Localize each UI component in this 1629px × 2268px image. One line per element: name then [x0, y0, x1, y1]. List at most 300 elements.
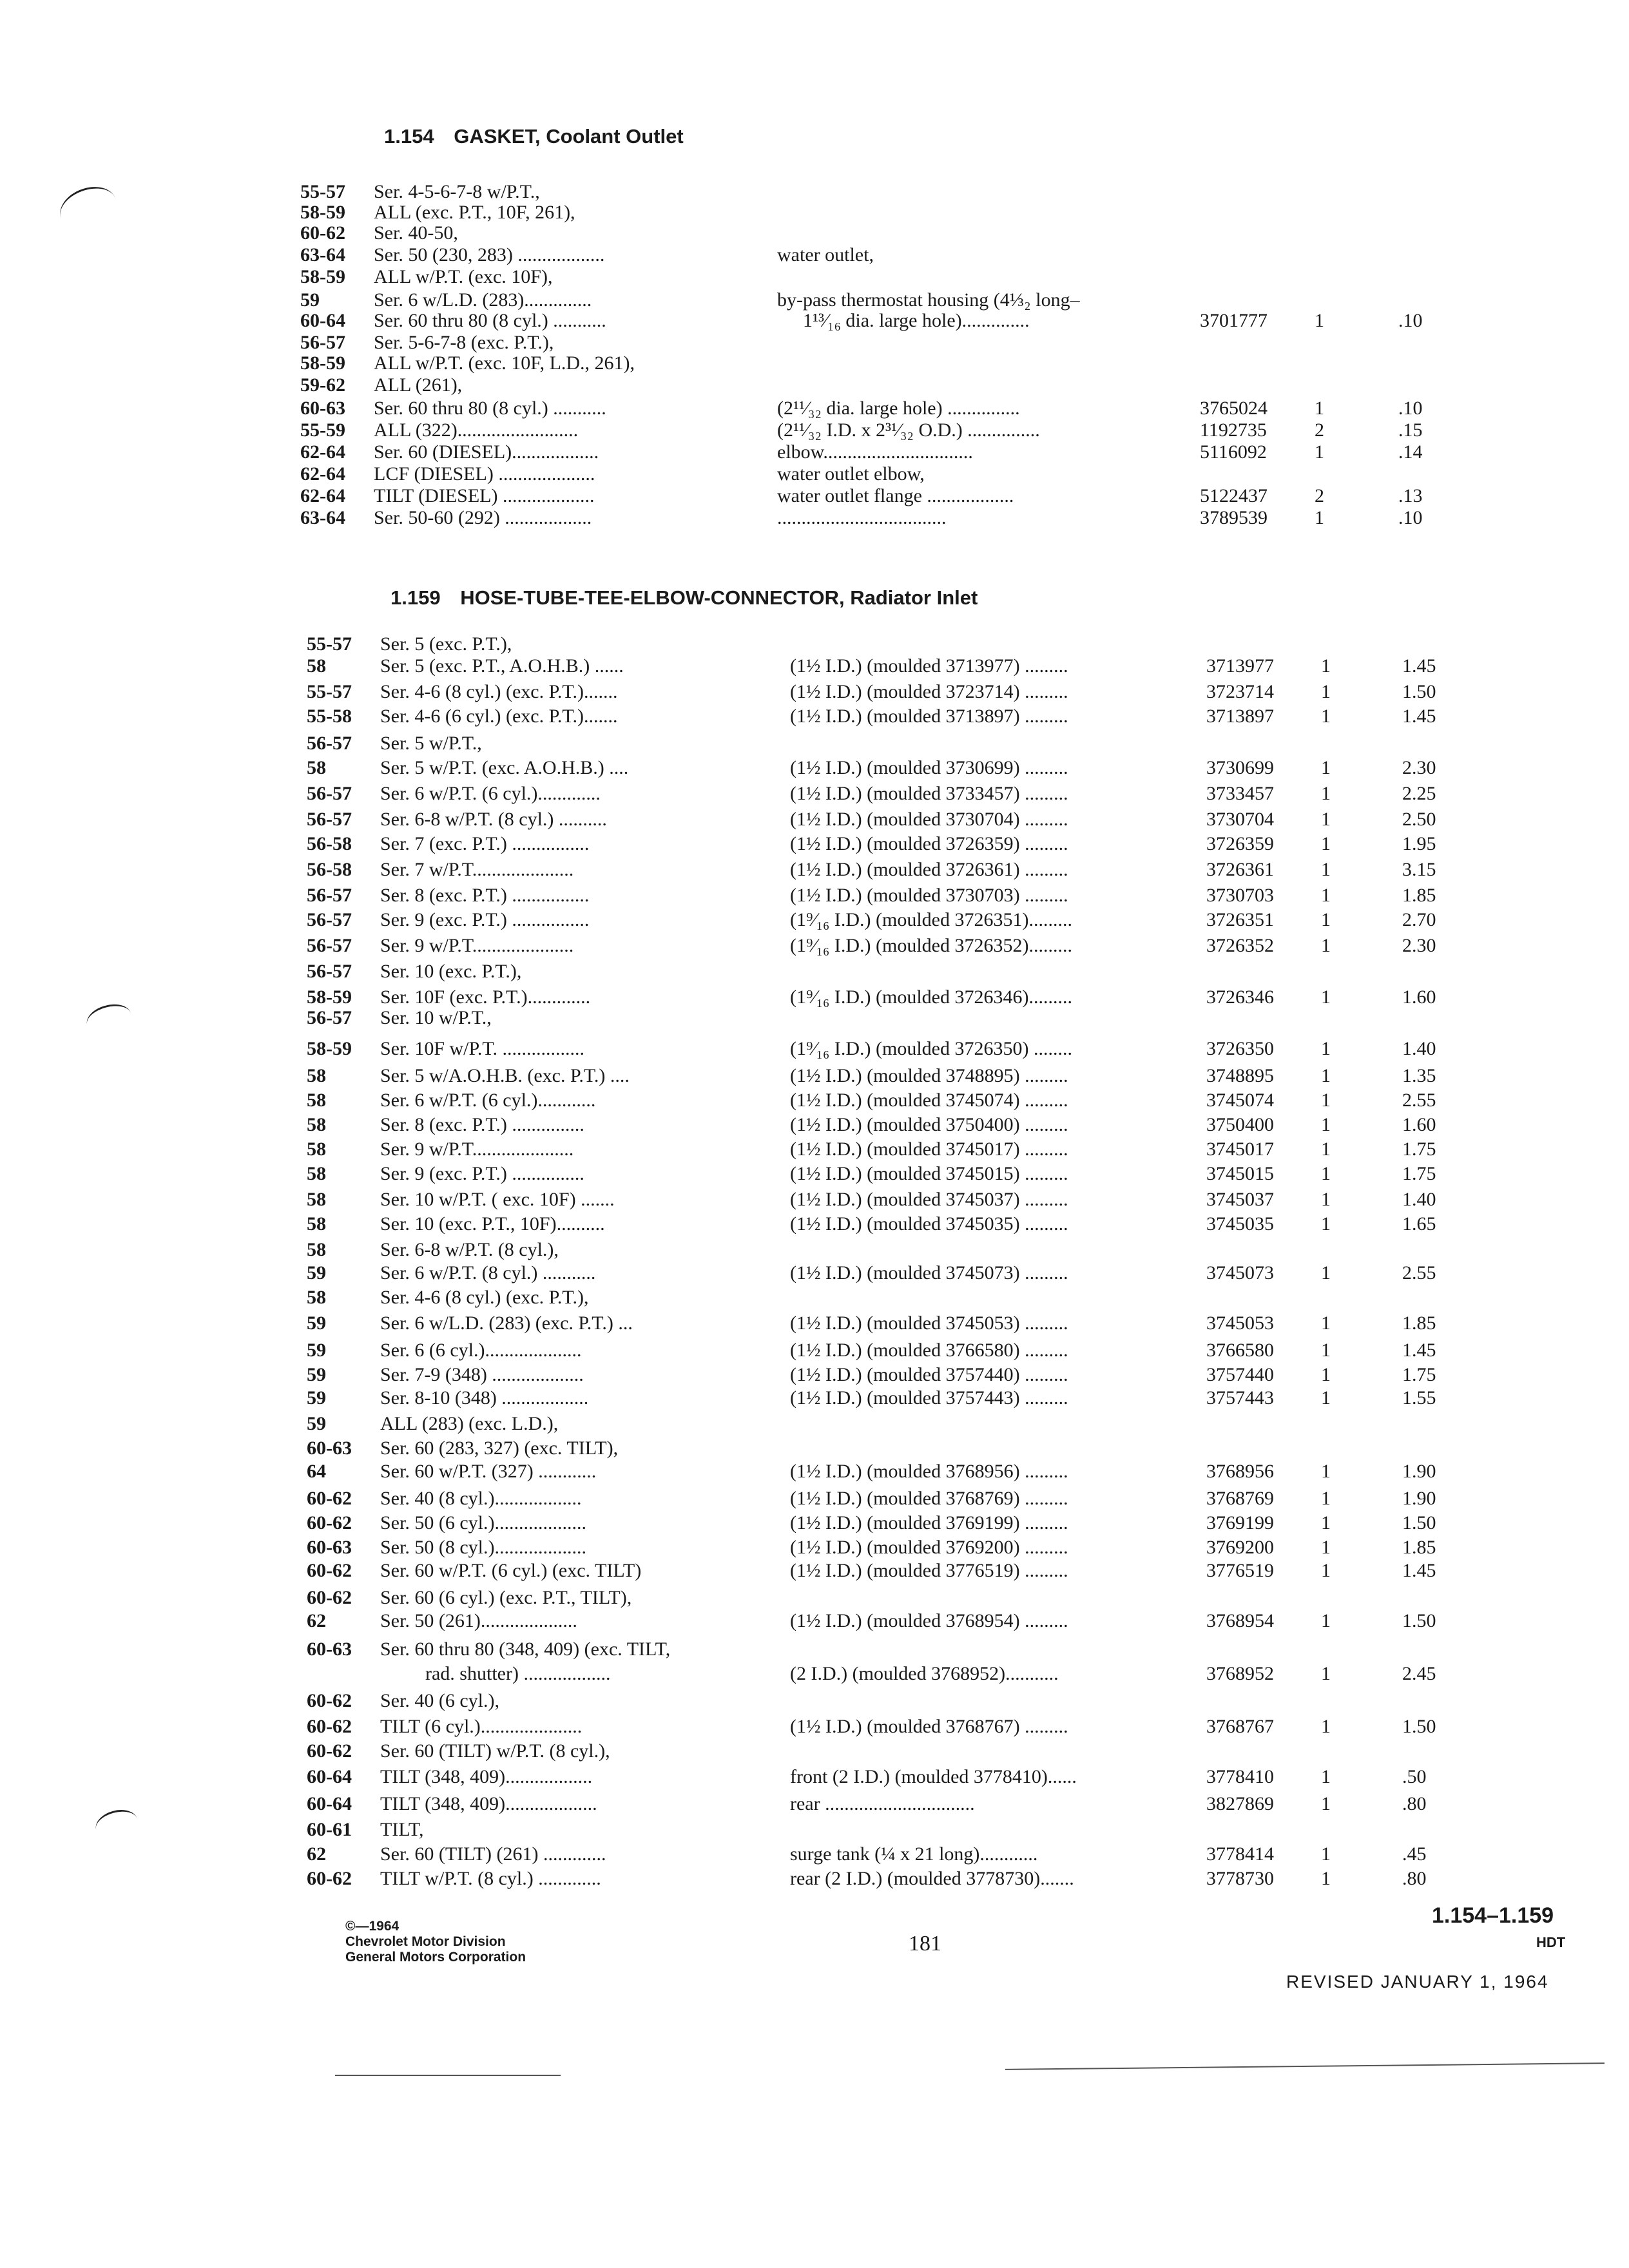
- application-cell: Ser. 8-10 (348) ..................: [380, 1387, 589, 1408]
- quantity-cell: 1: [1321, 935, 1331, 956]
- table-row: [0, 959, 1629, 985]
- application-cell: Ser. 6 (6 cyl.)....................: [380, 1340, 582, 1361]
- application-cell: Ser. 50 (8 cyl.)...................: [380, 1537, 586, 1558]
- application-cell: TILT (348, 409)..................: [380, 1766, 593, 1787]
- table-row: [0, 1661, 1629, 1687]
- year-cell: 56-58: [307, 859, 352, 880]
- application-cell: Ser. 4-5-6-7-8 w/P.T.,: [374, 181, 540, 202]
- table-row: [0, 1714, 1629, 1740]
- part-number-cell: 3766580: [1206, 1340, 1274, 1361]
- section-title: HOSE-TUBE-TEE-ELBOW-CONNECTOR,: [460, 586, 845, 609]
- part-number-cell: 3745053: [1206, 1312, 1274, 1334]
- part-number-cell: 3757443: [1206, 1387, 1274, 1408]
- year-cell: 56-57: [307, 1007, 352, 1028]
- quantity-cell: 1: [1321, 833, 1331, 854]
- quantity-cell: 1: [1321, 909, 1331, 930]
- quantity-cell: 1: [1321, 1090, 1331, 1111]
- section-header-1159: [390, 586, 978, 610]
- year-cell: 56-57: [307, 909, 352, 930]
- year-cell: 59: [307, 1387, 326, 1408]
- quantity-cell: 1: [1321, 859, 1331, 880]
- price-cell: 1.40: [1402, 1189, 1436, 1210]
- section-range: 1.154–1.159: [1432, 1903, 1554, 1928]
- price-cell: .10: [1398, 398, 1423, 419]
- price-cell: 1.65: [1402, 1213, 1436, 1235]
- application-cell: TILT w/P.T. (8 cyl.) .............: [380, 1868, 601, 1889]
- part-number-cell: 3701777: [1200, 310, 1268, 331]
- year-cell: 56-57: [307, 961, 352, 982]
- application-cell: Ser. 60 thru 80 (8 cyl.) ...........: [374, 310, 606, 331]
- scan-rule: [335, 2075, 561, 2076]
- table-row: [0, 1608, 1629, 1634]
- year-cell: 63-64: [300, 244, 345, 265]
- quantity-cell: 1: [1321, 986, 1331, 1008]
- year-cell: 55-58: [307, 706, 352, 727]
- year-cell: 58-59: [300, 266, 345, 287]
- part-number-cell: 3745074: [1206, 1090, 1274, 1111]
- description-cell: (1½ I.D.) (moulded 3713897) .........: [790, 706, 1068, 727]
- quantity-cell: 1: [1321, 706, 1331, 727]
- description-cell: (1½ I.D.) (moulded 3745035) .........: [790, 1213, 1068, 1235]
- part-number-cell: 3730704: [1206, 809, 1274, 830]
- table-row: [0, 653, 1629, 679]
- table-row: [0, 1338, 1629, 1363]
- description-cell: (2¹¹⁄₃₂ I.D. x 2³¹⁄₃₂ O.D.) ...............: [777, 419, 1040, 441]
- table-row: [0, 1362, 1629, 1388]
- quantity-cell: 1: [1321, 1262, 1331, 1283]
- description-cell: (1½ I.D.) (moulded 3768769) .........: [790, 1488, 1068, 1509]
- description-cell: (1½ I.D.) (moulded 3769199) .........: [790, 1512, 1068, 1533]
- year-cell: 58: [307, 1163, 326, 1184]
- table-row: [0, 264, 1629, 290]
- revised-date: REVISED JANUARY 1, 1964: [1286, 1972, 1549, 1992]
- price-cell: .50: [1402, 1766, 1427, 1787]
- table-row: [0, 372, 1629, 398]
- description-cell: (1½ I.D.) (moulded 3745015) .........: [790, 1163, 1068, 1184]
- year-cell: 60-62: [307, 1587, 352, 1608]
- part-number-cell: 3776519: [1206, 1560, 1274, 1581]
- price-cell: .13: [1398, 485, 1423, 506]
- price-cell: 1.75: [1402, 1364, 1436, 1385]
- year-cell: 56-57: [300, 332, 345, 353]
- application-cell: rad. shutter) ..................: [425, 1663, 611, 1684]
- quantity-cell: 1: [1321, 1868, 1331, 1889]
- table-row: [0, 807, 1629, 832]
- part-number-cell: 3726361: [1206, 859, 1274, 880]
- part-number-cell: 5122437: [1200, 485, 1268, 506]
- description-cell: front (2 I.D.) (moulded 3778410)......: [790, 1766, 1077, 1787]
- year-cell: 55-59: [300, 419, 345, 441]
- application-cell: Ser. 4-6 (8 cyl.) (exc. P.T.).......: [380, 681, 618, 702]
- price-cell: 1.90: [1402, 1461, 1436, 1482]
- table-row: [0, 883, 1629, 908]
- application-cell: ALL (283) (exc. L.D.),: [380, 1413, 559, 1434]
- table-row: [0, 1738, 1629, 1764]
- price-cell: 2.55: [1402, 1090, 1436, 1111]
- part-number-cell: 3748895: [1206, 1065, 1274, 1086]
- part-number-cell: 3778414: [1206, 1843, 1274, 1865]
- application-cell: Ser. 5 w/P.T.,: [380, 733, 482, 754]
- year-cell: 63-64: [300, 507, 345, 528]
- year-cell: 58: [307, 1114, 326, 1135]
- application-cell: Ser. 50-60 (292) ..................: [374, 507, 592, 528]
- part-number-cell: 3726359: [1206, 833, 1274, 854]
- year-cell: 56-58: [307, 833, 352, 854]
- application-cell: Ser. 60 (DIESEL)..................: [374, 441, 599, 463]
- quantity-cell: 1: [1315, 310, 1324, 331]
- table-row: [0, 1486, 1629, 1512]
- description-cell: (1½ I.D.) (moulded 3730704) .........: [790, 809, 1068, 830]
- price-cell: 1.85: [1402, 885, 1436, 906]
- quantity-cell: 1: [1321, 1793, 1331, 1814]
- year-cell: 60-62: [307, 1560, 352, 1581]
- table-row: [0, 1187, 1629, 1213]
- part-number-cell: 3745035: [1206, 1213, 1274, 1235]
- table-row: [0, 679, 1629, 705]
- year-cell: 60-62: [307, 1488, 352, 1509]
- price-cell: 1.50: [1402, 1512, 1436, 1533]
- quantity-cell: 1: [1321, 1560, 1331, 1581]
- description-cell: ...................................: [777, 507, 947, 528]
- section-title: GASKET,: [454, 125, 541, 148]
- table-row: [0, 1385, 1629, 1411]
- year-cell: 62: [307, 1843, 326, 1865]
- table-row: [0, 1285, 1629, 1311]
- year-cell: 58: [307, 1239, 326, 1260]
- application-cell: LCF (DIESEL) ....................: [374, 463, 595, 485]
- table-row: [0, 704, 1629, 729]
- table-row: [0, 1510, 1629, 1536]
- application-cell: Ser. 6 w/P.T. (6 cyl.).............: [380, 783, 601, 804]
- year-cell: 55-57: [307, 681, 352, 702]
- year-cell: 56-57: [307, 885, 352, 906]
- year-cell: 62: [307, 1610, 326, 1631]
- year-cell: 60-61: [307, 1819, 352, 1840]
- quantity-cell: 1: [1321, 1163, 1331, 1184]
- application-cell: Ser. 50 (230, 283) ..................: [374, 244, 605, 265]
- application-cell: Ser. 10 w/P.T. ( exc. 10F) .......: [380, 1189, 615, 1210]
- application-cell: TILT (348, 409)...................: [380, 1793, 597, 1814]
- part-number-cell: 3789539: [1200, 507, 1268, 528]
- table-row: [0, 1088, 1629, 1113]
- application-cell: Ser. 10 (exc. P.T.),: [380, 961, 522, 982]
- application-cell: ALL w/P.T. (exc. 10F, L.D., 261),: [374, 352, 635, 374]
- part-number-cell: 3713977: [1206, 655, 1274, 677]
- price-cell: 1.85: [1402, 1537, 1436, 1558]
- description-cell: (1⁹⁄₁₆ I.D.) (moulded 3726352).........: [790, 935, 1072, 956]
- price-cell: 2.30: [1402, 935, 1436, 956]
- year-cell: 62-64: [300, 441, 345, 463]
- price-cell: 1.60: [1402, 1114, 1436, 1135]
- part-number-cell: 3745073: [1206, 1262, 1274, 1283]
- scan-rule: [1005, 2062, 1605, 2070]
- year-cell: 60-63: [307, 1639, 352, 1660]
- corporation-text: General Motors Corporation: [345, 1950, 526, 1965]
- price-cell: 1.95: [1402, 833, 1436, 854]
- year-cell: 56-57: [307, 809, 352, 830]
- part-number-cell: 3768954: [1206, 1610, 1274, 1631]
- application-cell: ALL w/P.T. (exc. 10F),: [374, 266, 553, 287]
- quantity-cell: 1: [1321, 1461, 1331, 1482]
- part-number-cell: 3745015: [1206, 1163, 1274, 1184]
- application-cell: TILT (DIESEL) ...................: [374, 485, 595, 506]
- application-cell: Ser. 9 w/P.T.....................: [380, 1139, 574, 1160]
- quantity-cell: 1: [1321, 1716, 1331, 1737]
- table-row: [0, 1558, 1629, 1584]
- quantity-cell: 1: [1321, 1663, 1331, 1684]
- description-cell: (1½ I.D.) (moulded 3733457) .........: [790, 783, 1068, 804]
- year-cell: 62-64: [300, 485, 345, 506]
- part-number-cell: 1192735: [1200, 419, 1267, 441]
- description-cell: surge tank (¼ x 21 long)............: [790, 1843, 1038, 1865]
- quantity-cell: 1: [1321, 1114, 1331, 1135]
- application-cell: Ser. 9 (exc. P.T.) ...............: [380, 1163, 584, 1184]
- description-cell: (2 I.D.) (moulded 3768952)...........: [790, 1663, 1059, 1684]
- table-row: [0, 1036, 1629, 1062]
- price-cell: 1.85: [1402, 1312, 1436, 1334]
- application-cell: Ser. 9 w/P.T.....................: [380, 935, 574, 956]
- year-cell: 56-57: [307, 733, 352, 754]
- part-number-cell: 3778410: [1206, 1766, 1274, 1787]
- price-cell: 1.60: [1402, 986, 1436, 1008]
- price-cell: 1.75: [1402, 1139, 1436, 1160]
- application-cell: Ser. 8 (exc. P.T.) ...............: [380, 1114, 584, 1135]
- year-cell: 58: [307, 1287, 326, 1308]
- application-cell: Ser. 9 (exc. P.T.) ................: [380, 909, 590, 930]
- application-cell: Ser. 5 w/P.T. (exc. A.O.H.B.) ....: [380, 757, 629, 778]
- year-cell: 58: [307, 1189, 326, 1210]
- table-row: [0, 731, 1629, 756]
- description-cell: (1½ I.D.) (moulded 3745053) .........: [790, 1312, 1068, 1334]
- description-cell: (1½ I.D.) (moulded 3713977) .........: [790, 655, 1068, 677]
- application-cell: Ser. 7-9 (348) ...................: [380, 1364, 584, 1385]
- part-number-cell: 3730703: [1206, 885, 1274, 906]
- quantity-cell: 1: [1321, 1213, 1331, 1235]
- price-cell: 1.45: [1402, 1560, 1436, 1581]
- part-number-cell: 3827869: [1206, 1793, 1274, 1814]
- description-cell: (1½ I.D.) (moulded 3723714) .........: [790, 681, 1068, 702]
- table-row: [0, 1791, 1629, 1817]
- description-cell: water outlet elbow,: [777, 463, 925, 485]
- quantity-cell: 1: [1321, 1843, 1331, 1865]
- application-cell: Ser. 6 w/L.D. (283)..............: [374, 289, 592, 311]
- quantity-cell: 1: [1315, 441, 1324, 463]
- price-cell: 3.15: [1402, 859, 1436, 880]
- application-cell: Ser. 7 w/P.T.....................: [380, 859, 574, 880]
- section-header-1154: [384, 125, 684, 148]
- description-cell: water outlet,: [777, 244, 874, 265]
- price-cell: .80: [1402, 1793, 1427, 1814]
- series-code: HDT: [1536, 1934, 1566, 1950]
- application-cell: Ser. 60 (283, 327) (exc. TILT),: [380, 1437, 619, 1459]
- price-cell: 1.75: [1402, 1163, 1436, 1184]
- quantity-cell: 1: [1321, 1065, 1331, 1086]
- description-cell: (1½ I.D.) (moulded 3776519) .........: [790, 1560, 1068, 1581]
- year-cell: 58: [307, 1065, 326, 1086]
- table-row: [0, 1311, 1629, 1336]
- table-row: [0, 1535, 1629, 1561]
- year-cell: 60-62: [307, 1868, 352, 1889]
- part-number-cell: 3733457: [1206, 783, 1274, 804]
- year-cell: 58-59: [300, 352, 345, 374]
- year-cell: 59: [307, 1312, 326, 1334]
- application-cell: Ser. 60 w/P.T. (6 cyl.) (exc. TILT): [380, 1560, 642, 1581]
- quantity-cell: 2: [1315, 419, 1324, 441]
- price-cell: 2.30: [1402, 757, 1436, 778]
- application-cell: Ser. 4-6 (8 cyl.) (exc. P.T.),: [380, 1287, 589, 1308]
- price-cell: 1.55: [1402, 1387, 1436, 1408]
- price-cell: 1.45: [1402, 1340, 1436, 1361]
- application-cell: Ser. 10F w/P.T. .................: [380, 1038, 584, 1059]
- year-cell: 58-59: [300, 202, 345, 223]
- quantity-cell: 1: [1321, 757, 1331, 778]
- price-cell: 2.70: [1402, 909, 1436, 930]
- part-number-cell: 3768769: [1206, 1488, 1274, 1509]
- year-cell: 59: [307, 1364, 326, 1385]
- table-row: [0, 1866, 1629, 1892]
- description-cell: (1½ I.D.) (moulded 3757443) .........: [790, 1387, 1068, 1408]
- application-cell: Ser. 50 (261)....................: [380, 1610, 577, 1631]
- application-cell: ALL (exc. P.T., 10F, 261),: [374, 202, 575, 223]
- description-cell: (1½ I.D.) (moulded 3748895) .........: [790, 1065, 1068, 1086]
- part-number-cell: 3750400: [1206, 1114, 1274, 1135]
- description-cell: rear ...............................: [790, 1793, 975, 1814]
- price-cell: .15: [1398, 419, 1423, 441]
- quantity-cell: 1: [1321, 1387, 1331, 1408]
- description-cell: (1½ I.D.) (moulded 3745037) .........: [790, 1189, 1068, 1210]
- application-cell: Ser. 6-8 w/P.T. (8 cyl.) ..........: [380, 809, 607, 830]
- part-number-cell: 3769200: [1206, 1537, 1274, 1558]
- year-cell: 56-57: [307, 935, 352, 956]
- year-cell: 58: [307, 655, 326, 677]
- year-cell: 55-57: [307, 633, 352, 655]
- part-number-cell: 3768952: [1206, 1663, 1274, 1684]
- price-cell: 1.45: [1402, 655, 1436, 677]
- price-cell: 1.45: [1402, 706, 1436, 727]
- application-cell: Ser. 40 (8 cyl.)..................: [380, 1488, 582, 1509]
- table-row: [0, 1161, 1629, 1187]
- description-cell: by-pass thermostat housing (4⅓₂ long–: [777, 289, 1080, 311]
- year-cell: 64: [307, 1461, 326, 1482]
- application-cell: ALL (261),: [374, 374, 463, 396]
- table-row: [0, 1688, 1629, 1714]
- price-cell: 2.25: [1402, 783, 1436, 804]
- table-row: [0, 1764, 1629, 1790]
- year-cell: 58-59: [307, 986, 352, 1008]
- part-number-cell: 5116092: [1200, 441, 1267, 463]
- description-cell: (1½ I.D.) (moulded 3726359) .........: [790, 833, 1068, 854]
- year-cell: 59-62: [300, 374, 345, 396]
- part-number-cell: 3726346: [1206, 986, 1274, 1008]
- description-cell: water outlet flange ..................: [777, 485, 1014, 506]
- page-number: 181: [909, 1932, 941, 1956]
- description-cell: (1½ I.D.) (moulded 3757440) .........: [790, 1364, 1068, 1385]
- application-cell: Ser. 60 thru 80 (8 cyl.) ...........: [374, 398, 606, 419]
- application-cell: Ser. 4-6 (6 cyl.) (exc. P.T.).......: [380, 706, 618, 727]
- year-cell: 60-62: [300, 222, 345, 244]
- price-cell: 2.50: [1402, 809, 1436, 830]
- table-row: [0, 1112, 1629, 1138]
- year-cell: 59: [307, 1413, 326, 1434]
- application-cell: Ser. 60 (6 cyl.) (exc. P.T., TILT),: [380, 1587, 632, 1608]
- price-cell: 1.90: [1402, 1488, 1436, 1509]
- part-number-cell: 3768767: [1206, 1716, 1274, 1737]
- application-cell: Ser. 60 (TILT) (261) .............: [380, 1843, 606, 1865]
- year-cell: 58: [307, 1213, 326, 1235]
- part-number-cell: 3778730: [1206, 1868, 1274, 1889]
- year-cell: 59: [307, 1262, 326, 1283]
- year-cell: 60-64: [307, 1766, 352, 1787]
- year-cell: 60-64: [300, 310, 345, 331]
- part-number-cell: 3765024: [1200, 398, 1268, 419]
- application-cell: Ser. 5-6-7-8 (exc. P.T.),: [374, 332, 554, 353]
- table-row: [0, 1459, 1629, 1485]
- quantity-cell: 1: [1321, 1312, 1331, 1334]
- table-row: [0, 1637, 1629, 1662]
- table-row: [0, 1137, 1629, 1162]
- description-cell: (1⁹⁄₁₆ I.D.) (moulded 3726351).........: [790, 909, 1072, 930]
- application-cell: Ser. 50 (6 cyl.)...................: [380, 1512, 586, 1533]
- description-cell: (1½ I.D.) (moulded 3766580) .........: [790, 1340, 1068, 1361]
- year-cell: 60-62: [307, 1740, 352, 1762]
- description-cell: (1½ I.D.) (moulded 3769200) .........: [790, 1537, 1068, 1558]
- description-cell: (1½ I.D.) (moulded 3726361) .........: [790, 859, 1068, 880]
- part-number-cell: 3745017: [1206, 1139, 1274, 1160]
- table-row: [0, 505, 1629, 531]
- table-row: [0, 755, 1629, 781]
- division-text: Chevrolet Motor Division: [345, 1934, 506, 1949]
- table-row: [0, 1063, 1629, 1089]
- application-cell: TILT (6 cyl.).....................: [380, 1716, 583, 1737]
- year-cell: 59: [307, 1340, 326, 1361]
- year-cell: 60-64: [307, 1793, 352, 1814]
- description-cell: elbow...............................: [777, 441, 973, 463]
- quantity-cell: 1: [1321, 1512, 1331, 1533]
- quantity-cell: 1: [1321, 1610, 1331, 1631]
- price-cell: 1.50: [1402, 1610, 1436, 1631]
- description-cell: (2¹¹⁄₃₂ dia. large hole) ...............: [777, 398, 1020, 419]
- part-number-cell: 3757440: [1206, 1364, 1274, 1385]
- part-number-cell: 3726350: [1206, 1038, 1274, 1059]
- year-cell: 58-59: [307, 1038, 352, 1059]
- quantity-cell: 1: [1321, 1488, 1331, 1509]
- table-row: [0, 1841, 1629, 1867]
- price-cell: .10: [1398, 310, 1423, 331]
- description-cell: (1½ I.D.) (moulded 3745017) .........: [790, 1139, 1068, 1160]
- section-subtitle: Coolant Outlet: [546, 125, 684, 148]
- application-cell: Ser. 40 (6 cyl.),: [380, 1690, 499, 1711]
- quantity-cell: 1: [1321, 1038, 1331, 1059]
- price-cell: 1.40: [1402, 1038, 1436, 1059]
- price-cell: 1.35: [1402, 1065, 1436, 1086]
- table-row: [0, 1260, 1629, 1286]
- table-row: [0, 857, 1629, 883]
- quantity-cell: 1: [1315, 507, 1324, 528]
- table-row: [0, 1411, 1629, 1437]
- application-cell: Ser. 60 thru 80 (348, 409) (exc. TILT,: [380, 1639, 671, 1660]
- year-cell: 59: [300, 289, 320, 311]
- application-cell: Ser. 60 (TILT) w/P.T. (8 cyl.),: [380, 1740, 610, 1762]
- quantity-cell: 1: [1321, 1189, 1331, 1210]
- table-row: [0, 1817, 1629, 1843]
- section-number: 1.154: [384, 125, 434, 148]
- table-row: [0, 1005, 1629, 1031]
- description-cell: (1½ I.D.) (moulded 3730699) .........: [790, 757, 1068, 778]
- part-number-cell: 3730699: [1206, 757, 1274, 778]
- description-cell: (1⁹⁄₁₆ I.D.) (moulded 3726350) ........: [790, 1038, 1072, 1059]
- part-number-cell: 3768956: [1206, 1461, 1274, 1482]
- application-cell: Ser. 10 w/P.T.,: [380, 1007, 492, 1028]
